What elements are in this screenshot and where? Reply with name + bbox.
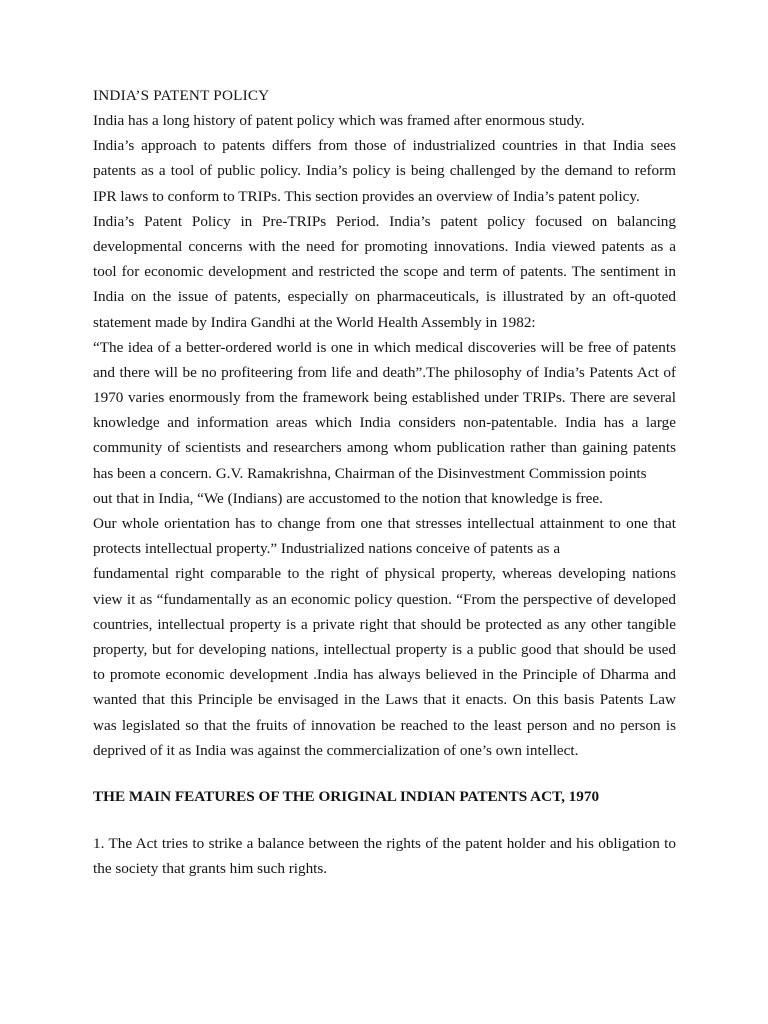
text-line: protects intellectual property.” Industrialized nations conceive of patents as a: [93, 540, 561, 558]
text-line: view it as “fundamentally as an economic policy question. “From the perspective of developed: [93, 590, 676, 608]
text-line: wanted that this Principle be envisaged in the Laws that it enacts. On this basis Patents Law: [93, 691, 676, 709]
text-line: property, but for developing nations, intellectual property is a public good that should be used: [93, 640, 676, 658]
document-page: [93, 84, 676, 881]
text-line: community of scientists and researchers among whom publication rather than gaining patents: [93, 439, 676, 457]
text-line: tool for economic development and restricted the scope and term of patents. The sentiment in: [93, 263, 676, 281]
quote-paragraph: [93, 335, 676, 511]
text-line: statement made by Indira Gandhi at the World Health Assembly in 1982:: [93, 313, 536, 331]
text-line: deprived of it as India was against the commercialization of one’s own intellect.: [93, 741, 579, 759]
text-line: India’s Patent Policy in Pre-TRIPs Period. India’s patent policy focused on balancing: [93, 212, 676, 230]
text-line: fundamental right comparable to the right of physical property, whereas developing nations: [93, 565, 676, 583]
text-line: developmental concerns with the need for promoting innovations. India viewed patents as a: [93, 237, 676, 255]
text-line: was legislated so that the fruits of innovation be reached to the least person and no person is: [93, 716, 676, 734]
feature-item-1: [93, 831, 676, 881]
intro-paragraph: [93, 108, 676, 209]
orientation-paragraph: [93, 511, 676, 763]
text-line: “The idea of a better-ordered world is one in which medical discoveries will be free of patents: [93, 338, 676, 356]
section-heading: THE MAIN FEATURES OF THE ORIGINAL INDIAN PATENTS ACT, 1970: [93, 787, 600, 805]
text-line: to promote economic development .India has always believed in the Principle of Dharma and: [93, 666, 676, 684]
text-line: 1. The Act tries to strike a balance between the rights of the patent holder and his obligation to: [93, 834, 676, 852]
document-title: INDIA’S PATENT POLICY: [93, 87, 270, 104]
text-line: out that in India, “We (Indians) are accustomed to the notion that knowledge is free.: [93, 489, 603, 507]
text-line: IPR laws to conform to TRIPs. This section provides an overview of India’s patent policy.: [93, 187, 640, 205]
text-line: India on the issue of patents, especially on pharmaceuticals, is illustrated by an oft-quoted: [93, 288, 676, 306]
text-line: and there will be no profiteering from life and death”.The philosophy of India’s Patents Act of: [93, 363, 676, 381]
pretrips-paragraph: [93, 209, 676, 335]
text-line: Our whole orientation has to change from one that stresses intellectual attainment to one that: [93, 515, 676, 532]
text-line: the society that grants him such rights.: [93, 860, 328, 878]
text-line: countries, intellectual property is a private right that should be protected as any other tangible: [93, 615, 676, 633]
text-line: India has a long history of patent policy which was framed after enormous study.: [93, 112, 585, 129]
text-line: India’s approach to patents differs from those of industrialized countries in that India sees: [93, 137, 676, 155]
text-line: knowledge and information areas which India considers non-patentable. India has a large: [93, 414, 676, 432]
text-line: 1970 varies enormously from the framework being established under TRIPs. There are several: [93, 389, 676, 407]
text-line: has been a concern. G.V. Ramakrishna, Chairman of the Disinvestment Commission points: [93, 464, 647, 482]
text-line: patents as a tool of public policy. India’s policy is being challenged by the demand to reform: [93, 162, 676, 180]
